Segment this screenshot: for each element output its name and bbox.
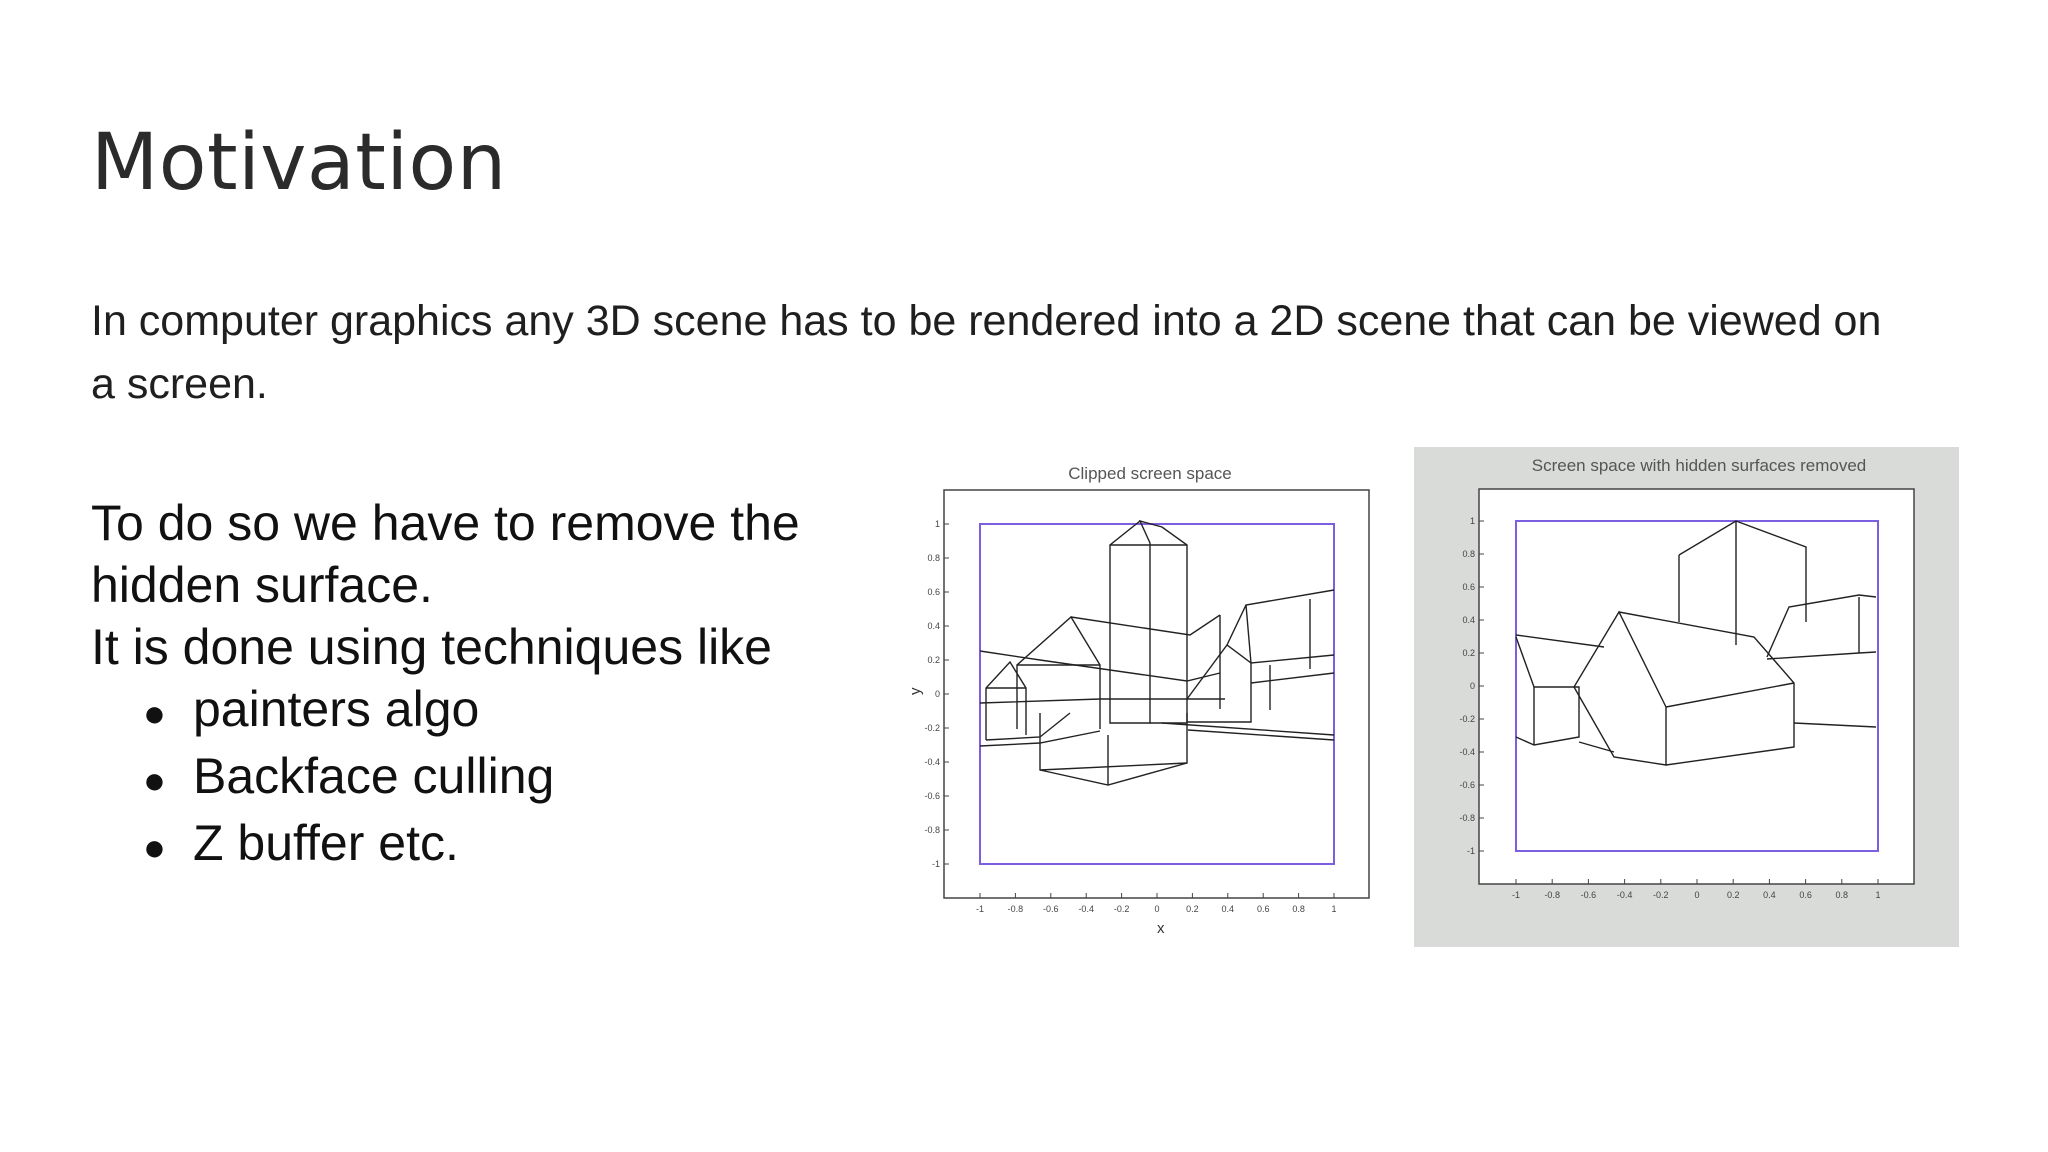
bullet-icon: ● [143, 827, 166, 869]
x-tick-label: -1 [1511, 890, 1521, 900]
x-tick-label: 0.8 [1835, 890, 1849, 900]
x-tick-label: -0.4 [1616, 890, 1633, 900]
y-tick-label: 0.2 [927, 655, 940, 665]
x-tick-label: 0.2 [1726, 890, 1740, 900]
axes-frame [944, 490, 1369, 898]
y-tick-label: -0.6 [924, 791, 940, 801]
x-tick-label: 0.2 [1186, 904, 1199, 914]
y-tick-label: -1 [1466, 846, 1475, 856]
x-tick-label: 0.6 [1256, 904, 1270, 914]
rendered-plot [1414, 447, 1959, 947]
y-tick-label: -0.2 [924, 723, 940, 733]
y-tick-label: -0.6 [1459, 780, 1475, 790]
body-line-2: It is done using techniques like [91, 619, 772, 675]
bullet-icon: ● [143, 760, 166, 802]
y-tick-label: 1 [934, 519, 940, 529]
list-item-label: Z buffer etc. [193, 815, 459, 871]
x-tick-label: 0.4 [1763, 890, 1776, 900]
y-tick-label: -0.4 [1459, 747, 1475, 757]
intro-paragraph: In computer graphics any 3D scene has to be rendered into a 2D scene that can be viewed on a screen. [91, 297, 1882, 408]
x-tick-label: -0.4 [1078, 904, 1094, 914]
x-tick-label: 0.6 [1799, 890, 1812, 900]
y-tick-label: -0.2 [1459, 714, 1475, 724]
y-tick-label: 0.4 [1462, 615, 1475, 625]
y-tick-label: -1 [931, 859, 940, 869]
x-tick-label: 0.4 [1221, 904, 1235, 914]
x-tick-label: -1 [975, 904, 985, 914]
y-tick-label: -0.8 [1459, 813, 1475, 823]
figure-clipped-screen-space [890, 455, 1380, 950]
y-tick-label: 0.4 [927, 621, 940, 631]
y-tick-label: -0.8 [924, 825, 940, 835]
body-line-1: To do so we have to remove the hidden surface. [91, 495, 800, 613]
figure-hidden-surfaces-removed [1414, 447, 1959, 947]
list-item-label: painters algo [193, 681, 480, 737]
slide-title: Motivation [91, 118, 507, 208]
y-tick-label: 0.8 [1462, 549, 1475, 559]
x-tick-label: -0.6 [1580, 890, 1597, 900]
x-tick-label: 1 [1331, 904, 1337, 914]
figure-title: Screen space with hidden surfaces removed [1531, 456, 1867, 475]
y-tick-label: -0.4 [924, 757, 940, 767]
y-tick-label: 0.6 [927, 587, 940, 597]
y-tick-label: 0.8 [927, 553, 940, 563]
list-item-label: Backface culling [193, 748, 555, 804]
list-item [143, 812, 891, 879]
y-axis-label: y [907, 687, 924, 695]
y-tick-label: 0.6 [1462, 582, 1475, 592]
x-tick-label: 1 [1875, 890, 1881, 900]
x-axis-label: x [1157, 920, 1165, 937]
y-tick-label: 1 [1469, 516, 1475, 526]
technique-list [91, 678, 891, 879]
x-tick-label: -0.6 [1043, 904, 1059, 914]
x-tick-label: 0.8 [1292, 904, 1305, 914]
x-tick-label: -0.2 [1113, 904, 1130, 914]
y-tick-label: 0 [1469, 681, 1475, 691]
body-text [91, 492, 891, 879]
list-item [143, 745, 891, 812]
wireframe-plot [890, 455, 1380, 950]
figure-title: Clipped screen space [1068, 464, 1232, 483]
x-tick-label: -0.8 [1544, 890, 1560, 900]
x-tick-label: -0.8 [1007, 904, 1024, 914]
x-tick-label: 0 [1154, 904, 1160, 914]
list-item [143, 678, 891, 745]
x-tick-label: 0 [1694, 890, 1700, 900]
x-tick-label: -0.2 [1653, 890, 1669, 900]
y-tick-label: 0 [934, 689, 940, 699]
y-tick-label: 0.2 [1462, 648, 1475, 658]
bullet-icon: ● [143, 693, 166, 735]
